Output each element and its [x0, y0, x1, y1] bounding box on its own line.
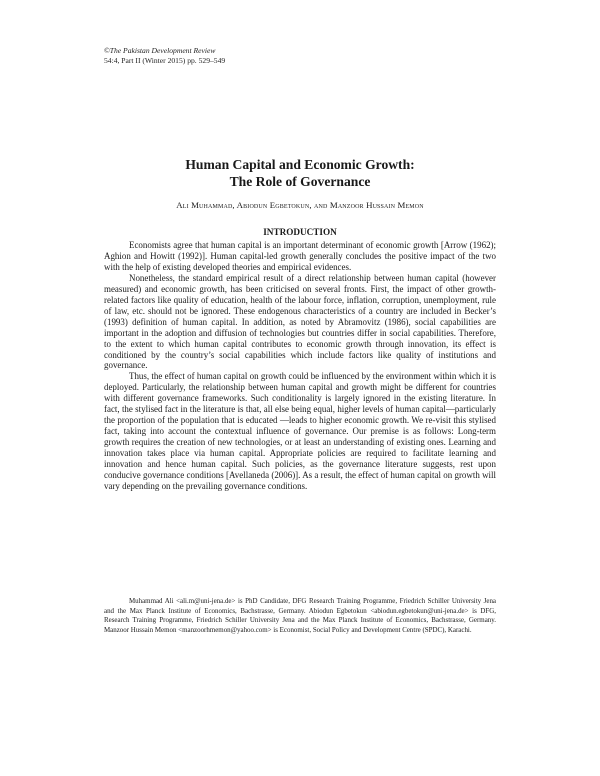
journal-issue: 54:4, Part II (Winter 2015) pp. 529–549 [104, 56, 226, 65]
paragraph: Thus, the effect of human capital on growth could be influenced by the environment within which it is deployed. Particularly, the relationship between human capital and growth might be different for countries with different governance frameworks. Such conditionality is largely ignored in the existing literature. In fact, the stylised fact in the literature is that, all else being equal, higher levels of human capital—particularly the proportion of the population that is educated —leads to higher economic growth. We re-visit this stylised fact, taking into account the contextual influence of governance. Our premise is as follows: Long-term growth requires the creation of new technologies, or at least an understanding of existing ones. Learning and innovation takes place via human capital. Appropriate policies are required to facilitate learning and innovation and hence human capital. Such policies, as the governance literature suggests, rest upon conducive governance conditions [Avellaneda (2006)]. As a result, the effect of human capital on growth will vary depending on the prevailing governance conditions. [104, 371, 496, 491]
paper-title [0, 156, 600, 190]
author-list: Ali Muhammad, Abiodun Egbetokun, and Manzoor Hussain Memon [176, 200, 424, 210]
title-line-2: The Role of Governance [229, 174, 371, 189]
paragraph: Nonetheless, the standard empirical result of a direct relationship between human capital (however measured) and economic growth, has been criticised on several fronts. First, the impact of other growth-related factors like quality of education, health of the labour force, inflation, corruption, unemployment, rule of law, etc. should not be ignored. These endogenous characteristics of a country are included in Becker’s (1993) definition of human capital. In addition, as noted by Abramovitz (1986), social capabilities are important in the adoption and diffusion of technologies but countries differ in social capabilities. Therefore, to the extent to which human capital contributes to economic growth through innovation, its effect is conditioned by the country’s social capabilities which include factors like quality of institutions and governance. [104, 272, 496, 371]
section-heading: INTRODUCTION [263, 227, 337, 237]
body-text [104, 240, 496, 492]
paragraph: Economists agree that human capital is an important determinant of economic growth [Arrow (1962); Aghion and Howitt (1992)]. Human capital-led growth generally concludes the positive impact of the two with the help of existing developed theories and empirical evidences. [104, 240, 496, 272]
footnote-text: Muhammad Ali <ali.m@uni-jena.de> is PhD Candidate, DFG Research Training Programme, Friedrich Schiller University Jena and the Max Planck Institute of Economics, Bachstrasse, Germany. Abiodun Egbetokun <abiodun.egbetokun@uni-jena.de> is DFG, Research Training Programme, Friedrich Schiller University Jena and the Max Planck Institute of Economics, Bachstrasse, Germany. Manzoor Hussain Memon <manzoorhmemon@yahoo.com> is Economist, Social Policy and Development Centre (SPDC), Karachi. [104, 597, 496, 634]
journal-copyright: ©The Pakistan Development Review [104, 46, 216, 55]
author-footnote [104, 597, 496, 635]
title-line-1: Human Capital and Economic Growth: [185, 157, 415, 172]
journal-header [104, 46, 225, 66]
